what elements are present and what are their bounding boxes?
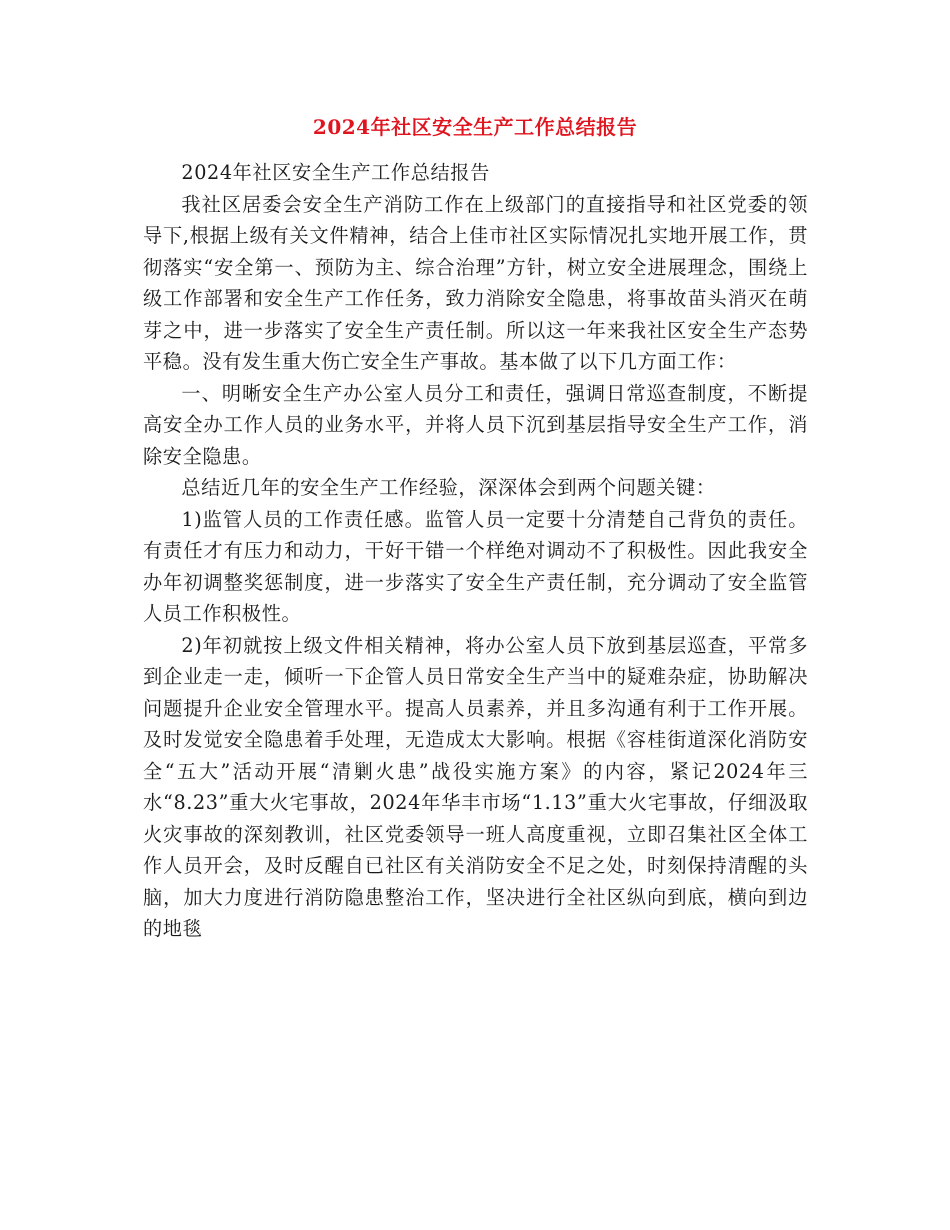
- paragraph-point-two: 2)年初就按上级文件相关精神，将办公室人员下放到基层巡查，平常多到企业走一走，倾听一下企管人员日常安全生产当中的疑难杂症，协助解决问题提升企业安全管理水平。提高人员素养，并且多沟通有利于工作开展。及时发觉安全隐患着手处理，无造成太大影响。根据《容桂街道深化消防安全“五大”活动开展“清剿火患”战役实施方案》的内容，紧记2024年三水“8.23”重大火宅事故，2024年华丰市场“1.13”重大火宅事故，仔细汲取火灾事故的深刻教训，社区党委领导一班人高度重视，立即召集社区全体工作人员开会，及时反醒自已社区有关消防安全不足之处，时刻保持清醒的头脑，加大力度进行消防隐患整治工作，坚决进行全社区纵向到底，横向到边的地毯: [143, 633, 808, 940]
- paragraph-summary: 总结近几年的安全生产工作经验，深深体会到两个问题关键：: [181, 476, 716, 499]
- document-body: [143, 157, 808, 945]
- paragraph-intro: 我社区居委会安全生产消防工作在上级部门的直接指导和社区党委的领导下,根据上级有关文件精神，结合上佳市社区实际情况扎实地开展工作，贯彻落实“安全第一、预防为主、综合治理”方针，树立安全进展理念，围绕上级工作部署和安全生产工作任务，致力消除安全隐患，将事故苗头消灭在萌芽之中，进一步落实了安全生产责任制。所以这一年来我社区安全生产态势平稳。没有发生重大伤亡安全生产事故。基本做了以下几方面工作：: [143, 192, 808, 373]
- paragraph-point-one: 1)监管人员的工作责任感。监管人员一定要十分清楚自己背负的责任。有责任才有压力和动力，干好干错一个样绝对调动不了积极性。因此我安全办年初调整奖惩制度，进一步落实了安全生产责任制，充分调动了安全监管人员工作积极性。: [143, 507, 808, 625]
- document-title: 2024年社区安全生产工作总结报告: [312, 115, 638, 139]
- paragraph-subtitle: 2024年社区安全生产工作总结报告: [181, 161, 490, 184]
- paragraph-section-one: 一、明晰安全生产办公室人员分工和责任，强调日常巡查制度，不断提高安全办工作人员的业务水平，并将人员下沉到基层指导安全生产工作，消除安全隐患。: [143, 381, 808, 468]
